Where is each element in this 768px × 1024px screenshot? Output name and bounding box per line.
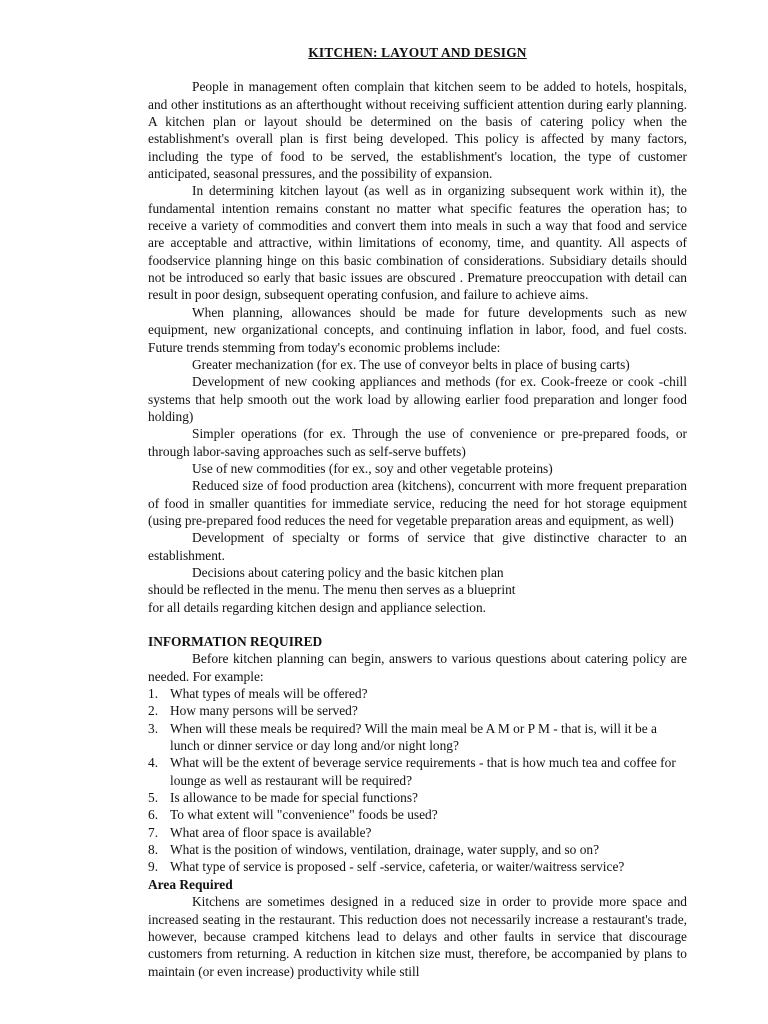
decisions-line: for all details regarding kitchen design and appliance selection. xyxy=(148,599,486,615)
trend-item: Development of new cooking appliances and methods (for ex. Cook-freeze or cook -chill systems that help smooth out the work load by allowing earlier food preparation and longer food holding) xyxy=(148,374,687,424)
list-item-text: When will these meals be required? Will the main meal be A M or P M - that is, will it be a lunch or dinner service or day long and/or night long? xyxy=(170,720,657,754)
list-item-text: What type of service is proposed - self -service, cafeteria, or waiter/waitress service? xyxy=(170,859,625,875)
paragraph: In determining kitchen layout (as well as in organizing subsequent work within it), the fundamental intention remains constant no matter what specific features the operation has; to receive a variety of commodities and convert them into meals in such a way that food and service are acceptable and attractive, within limitations of economy, time, and quantity. All aspects of foodservice planning hinge on this basic combination of considerations. Subsidiary details should not be introduced so early that basic issues are obscured . Premature preoccupation with detail can result in poor design, subsequent operating confusion, and failure to achieve aims. xyxy=(148,183,687,303)
list-number: 5. xyxy=(148,790,159,806)
trend-item: Greater mechanization (for ex. The use of conveyor belts in place of busing carts) xyxy=(192,356,630,372)
list-item-text: What types of meals will be offered? xyxy=(170,686,368,702)
list-item-text: How many persons will be served? xyxy=(170,703,358,719)
decisions-line: should be reflected in the menu. The menu then serves as a blueprint xyxy=(148,582,516,598)
list-item xyxy=(148,858,687,875)
paragraph: People in management often complain that kitchen seem to be added to hotels, hospitals, and other institutions as an afterthought without receiving sufficient attention during early planning. A kitchen plan or layout should be determined on the basis of catering policy when the establishment's overall plan is first being developed. This policy is affected by many factors, including the type of food to be served, the establishment's location, the type of customer anticipated, seasonal pressures, and the possibility of expansion. xyxy=(148,79,687,182)
list-item-text: What is the position of windows, ventilation, drainage, water supply, and so on? xyxy=(170,842,600,858)
questions-list xyxy=(148,685,687,876)
section-heading-area-required: Area Required xyxy=(148,876,233,892)
list-item xyxy=(148,702,687,719)
list-item xyxy=(148,824,687,841)
list-number: 8. xyxy=(148,842,159,858)
list-item xyxy=(148,720,687,755)
list-number: 3. xyxy=(148,720,159,736)
paragraph: When planning, allowances should be made for future developments such as new equipment, new organizational concepts, and continuing inflation in labor, food, and fuel costs. Future trends stemming from today's economic problems include: xyxy=(148,304,687,355)
list-number: 4. xyxy=(148,755,159,771)
paragraph: Before kitchen planning can begin, answers to various questions about catering policy are needed. For example: xyxy=(148,651,687,684)
list-number: 2. xyxy=(148,703,159,719)
document-title: KITCHEN: LAYOUT AND DESIGN xyxy=(308,45,527,60)
paragraph: Kitchens are sometimes designed in a reduced size in order to provide more space and increased seating in the restaurant. This reduction does not necessarily increase a restaurant's trade, however, because cramped kitchens lead to delays and other faults in service that discourage customers from returning. A reduction in kitchen size must, therefore, be accompanied by plans to maintain (or even increase) productivity while still xyxy=(148,894,687,979)
list-item xyxy=(148,806,687,823)
list-item xyxy=(148,789,687,806)
list-item-text: To what extent will "convenience" foods be used? xyxy=(170,807,438,823)
decisions-line: Decisions about catering policy and the basic kitchen plan xyxy=(192,564,504,580)
section-heading-information-required: INFORMATION REQUIRED xyxy=(148,634,323,649)
list-item-text: What will be the extent of beverage service requirements - that is how much tea and coffee for lounge as well as restaurant will be required? xyxy=(170,755,676,788)
trend-item: Use of new commodities (for ex., soy and other vegetable proteins) xyxy=(192,460,553,476)
list-item-text: What area of floor space is available? xyxy=(170,824,372,840)
list-number: 6. xyxy=(148,807,159,823)
list-number: 9. xyxy=(148,859,159,875)
list-item xyxy=(148,685,687,702)
list-item-text: Is allowance to be made for special functions? xyxy=(170,790,419,806)
trend-item: Development of specialty or forms of service that give distinctive character to an establishment. xyxy=(148,530,687,563)
list-number: 7. xyxy=(148,824,159,840)
list-item xyxy=(148,754,687,789)
list-number: 1. xyxy=(148,686,159,702)
list-item xyxy=(148,841,687,858)
trend-item: Simpler operations (for ex. Through the use of convenience or pre-prepared foods, or through labor-saving approaches such as self-serve buffets) xyxy=(148,426,687,459)
document-body xyxy=(148,44,687,980)
trend-item: Reduced size of food production area (kitchens), concurrent with more frequent preparation of food in smaller quantities for immediate service, reducing the need for hot storage equipment (using pre-prepared food reduces the need for vegetable preparation areas and equipment, as well) xyxy=(148,478,687,528)
